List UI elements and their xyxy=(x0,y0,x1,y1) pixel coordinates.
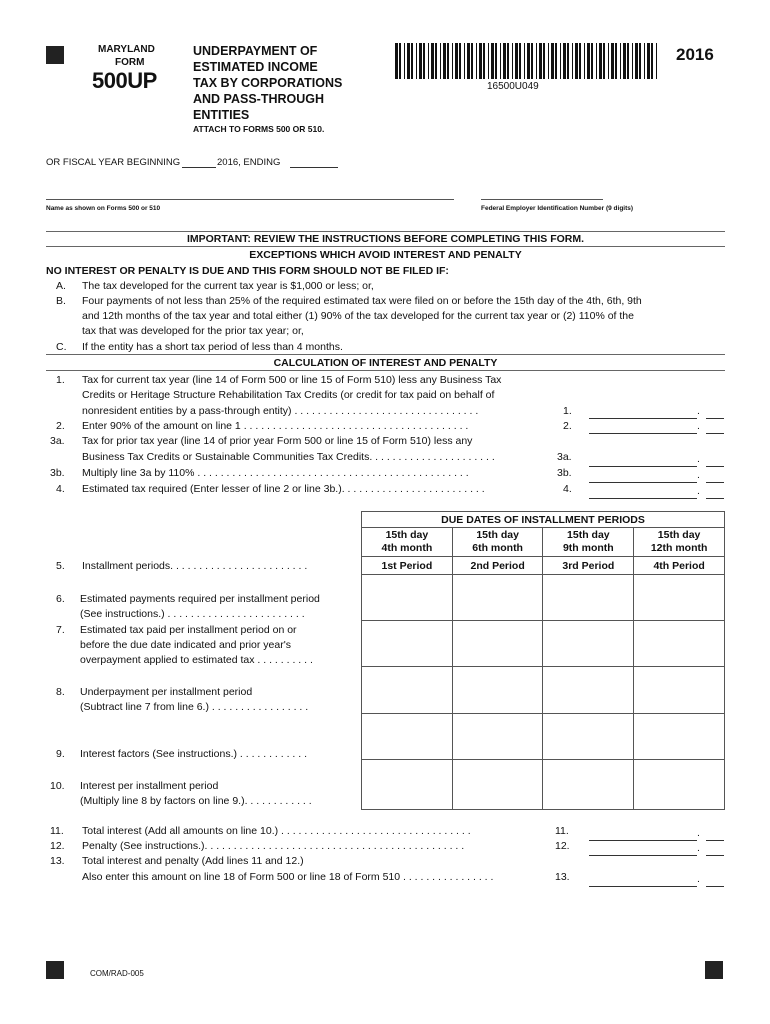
barcode-bar xyxy=(443,43,446,79)
line-9-number: 9. xyxy=(56,748,65,760)
due-dates-title: DUE DATES OF INSTALLMENT PERIODS xyxy=(362,512,725,528)
barcode-bar xyxy=(452,43,453,79)
line-9-period-4-cell[interactable] xyxy=(634,714,725,760)
line-3a-text-a: Tax for prior tax year (line 14 of prior year Form 500 or line 15 of Form 510) less any xyxy=(82,435,473,447)
barcode-image xyxy=(395,43,661,79)
line-2-number: 2. xyxy=(56,420,65,432)
barcode-bar xyxy=(455,43,458,79)
form-code: COM/RAD-005 xyxy=(90,969,144,978)
line-7-period-4-cell[interactable] xyxy=(634,621,725,667)
calc-title: CALCULATION OF INTEREST AND PENALTY xyxy=(273,357,498,369)
barcode-bar xyxy=(395,43,398,79)
period-label-1: 1st Period xyxy=(362,557,453,575)
due-month-1: 4th month xyxy=(381,542,433,554)
barcode-bar xyxy=(476,43,477,79)
barcode-bar xyxy=(608,43,609,79)
line-5-number: 5. xyxy=(56,560,65,572)
line-8-period-4-cell[interactable] xyxy=(634,667,725,714)
line-4-ref: 4. xyxy=(563,483,572,495)
barcode-bar xyxy=(591,43,593,79)
due-month-4: 12th month xyxy=(650,542,708,554)
line-10-period-3-cell[interactable] xyxy=(543,760,634,810)
barcode-bar xyxy=(524,43,525,79)
line-13-number: 13. xyxy=(50,855,65,867)
barcode-bar xyxy=(656,43,657,79)
barcode-bar xyxy=(500,43,501,79)
form-word: FORM xyxy=(115,57,145,68)
barcode-bar xyxy=(503,43,506,79)
line-12-amount-field[interactable]: . xyxy=(589,841,724,856)
line-12-text: Penalty (See instructions.). . . . . . . . . . . . . . . . . . . . . . . . . . . . . . . . . . . . . . . . . . . . . xyxy=(82,840,465,852)
barcode-bar xyxy=(647,43,650,79)
rule-calc-top xyxy=(46,354,725,355)
state-label: MARYLAND xyxy=(98,44,155,55)
line-11-ref: 11. xyxy=(555,825,569,837)
barcode-bar xyxy=(419,43,422,79)
fein-label: Federal Employer Identification Number (9 digits) xyxy=(481,205,634,212)
line-8-number: 8. xyxy=(56,686,65,698)
due-month-2: 6th month xyxy=(472,542,523,554)
line-1-amount-field[interactable]: . xyxy=(589,404,724,419)
barcode-bar xyxy=(536,43,537,79)
line-10-text-b: (Multiply line 8 by factors on line 9.). . . . . . . . . . . . xyxy=(80,795,312,807)
exception-c-text: If the entity has a short tax period of less than 4 months. xyxy=(82,341,343,353)
barcode-bar xyxy=(587,43,590,79)
line-13-text-a: Total interest and penalty (Add lines 11 and 12.) xyxy=(82,855,304,867)
barcode-bar xyxy=(563,43,566,79)
title-line-3: TAX BY CORPORATIONS xyxy=(193,76,343,90)
line-12-ref: 12. xyxy=(555,840,570,852)
exception-b-line-3: tax that was developed for the prior tax year; or, xyxy=(82,325,304,337)
barcode-bar xyxy=(512,43,513,79)
line-11-number: 11. xyxy=(50,825,64,837)
line-10-text-a: Interest per installment period xyxy=(80,780,219,792)
line-8-period-1-cell[interactable] xyxy=(362,667,453,714)
fiscal-end-field[interactable] xyxy=(290,167,338,168)
barcode-bar xyxy=(651,43,653,79)
line-6-period-2-cell[interactable] xyxy=(452,575,543,621)
line-6-text-b: (See instructions.) . . . . . . . . . . . . . . . . . . . . . . . . xyxy=(80,608,305,620)
line-6-period-4-cell[interactable] xyxy=(634,575,725,621)
barcode-bar xyxy=(611,43,614,79)
line-6-text-a: Estimated payments required per installment period xyxy=(80,593,320,605)
attach-note: ATTACH TO FORMS 500 OR 510. xyxy=(193,124,325,134)
barcode-bar xyxy=(407,43,410,79)
line-9-period-1-cell[interactable] xyxy=(362,714,453,760)
barcode-bar xyxy=(555,43,557,79)
line-3a-text-b: Business Tax Credits or Sustainable Communities Tax Credits. . . . . . . . . . . . . . . . . . . . . . xyxy=(82,451,495,463)
line-2-text: Enter 90% of the amount on line 1 . . . . . . . . . . . . . . . . . . . . . . . . . . . . . . . . . . . . . . . xyxy=(82,420,469,432)
line-9-period-2-cell[interactable] xyxy=(452,714,543,760)
line-7-text-a: Estimated tax paid per installment period on or xyxy=(80,624,297,636)
rule-important-bottom xyxy=(46,246,725,247)
fiscal-year-prefix: OR FISCAL YEAR BEGINNING xyxy=(46,157,181,168)
line-1-number: 1. xyxy=(56,374,65,386)
line-10-number: 10. xyxy=(50,780,65,792)
due-date-col-2 xyxy=(452,528,543,557)
barcode-bar xyxy=(435,43,437,79)
due-day-1: 15th day xyxy=(385,529,429,541)
barcode-bar xyxy=(428,43,429,79)
barcode-bar xyxy=(620,43,621,79)
barcode-bar xyxy=(515,43,518,79)
line-11-text: Total interest (Add all amounts on line 10.) . . . . . . . . . . . . . . . . . . . . . . . . . . . . . . . . . xyxy=(82,825,471,837)
line-8-text-b: (Subtract line 7 from line 6.) . . . . . . . . . . . . . . . . . xyxy=(80,701,309,713)
barcode-bar xyxy=(567,43,569,79)
barcode-bar xyxy=(560,43,561,79)
line-10-period-2-cell[interactable] xyxy=(452,760,543,810)
barcode-bar xyxy=(527,43,530,79)
rule-calc-bottom xyxy=(46,370,725,371)
barcode-bar xyxy=(551,43,554,79)
exception-letter-a: A. xyxy=(56,280,66,292)
title-line-2: ESTIMATED INCOME xyxy=(193,60,318,74)
line-2-ref: 2. xyxy=(563,420,572,432)
line-1-text-c: nonresident entities by a pass-through entity) . . . . . . . . . . . . . . . . . . . . . . . . . . . . . . . . xyxy=(82,405,479,417)
line-2-amount-field[interactable]: . xyxy=(589,419,724,434)
line-4-amount-field[interactable]: . xyxy=(589,484,724,499)
line-8-period-2-cell[interactable] xyxy=(452,667,543,714)
fiscal-begin-field[interactable] xyxy=(182,167,216,168)
important-notice: IMPORTANT: REVIEW THE INSTRUCTIONS BEFORE COMPLETING THIS FORM. xyxy=(186,233,585,245)
line-9-period-3-cell[interactable] xyxy=(543,714,634,760)
due-month-3: 9th month xyxy=(562,542,614,554)
barcode-bar xyxy=(447,43,449,79)
rule-important-top xyxy=(46,231,725,232)
line-9-text: Interest factors (See instructions.) . . . . . . . . . . . . xyxy=(80,748,307,760)
form-number: 500UP xyxy=(92,68,157,93)
barcode-text: 16500U049 xyxy=(487,81,539,92)
barcode-bar xyxy=(596,43,597,79)
barcode-bar xyxy=(644,43,645,79)
barcode-bar xyxy=(404,43,405,79)
period-label-3: 3rd Period xyxy=(543,557,634,575)
barcode-bar xyxy=(575,43,578,79)
name-label: Name as shown on Forms 500 or 510 xyxy=(46,205,161,212)
line-7-period-1-cell[interactable] xyxy=(362,621,453,667)
registration-mark-top-left xyxy=(46,46,64,64)
exception-letter-c: C. xyxy=(56,341,67,353)
line-8-text-a: Underpayment per installment period xyxy=(80,686,253,698)
title-line-4: AND PASS-THROUGH xyxy=(193,92,325,106)
due-date-col-3 xyxy=(543,528,634,557)
line-7-period-3-cell[interactable] xyxy=(543,621,634,667)
barcode-bar xyxy=(431,43,434,79)
due-date-col-1 xyxy=(362,528,453,557)
period-label-4: 4th Period xyxy=(634,557,725,575)
barcode-bar xyxy=(627,43,629,79)
barcode-bar xyxy=(584,43,585,79)
barcode-bar xyxy=(416,43,417,79)
period-label-2: 2nd Period xyxy=(452,557,543,575)
due-day-2: 15th day xyxy=(476,529,519,541)
line-7-text-c: overpayment applied to estimated tax . . . . . . . . . . xyxy=(80,654,313,666)
barcode-bar xyxy=(599,43,602,79)
barcode-bar xyxy=(399,43,401,79)
line-10-period-4-cell[interactable] xyxy=(634,760,725,810)
installment-grid xyxy=(361,511,725,810)
barcode-bar xyxy=(507,43,509,79)
barcode-bar xyxy=(491,43,494,79)
due-day-4: 15th day xyxy=(657,529,701,541)
line-1-text-b: Credits or Heritage Structure Rehabilitation Tax Credits (or credit for tax paid on behalf of xyxy=(82,389,495,401)
barcode-bar xyxy=(603,43,605,79)
barcode-bar xyxy=(483,43,485,79)
line-5-text: Installment periods. . . . . . . . . . . . . . . . . . . . . . . . xyxy=(82,560,308,572)
barcode-bar xyxy=(519,43,521,79)
barcode-bar xyxy=(639,43,641,79)
line-6-period-1-cell[interactable] xyxy=(362,575,453,621)
line-1-ref: 1. xyxy=(563,405,572,417)
line-8-period-3-cell[interactable] xyxy=(543,667,634,714)
due-day-3: 15th day xyxy=(567,529,610,541)
no-interest-heading: NO INTEREST OR PENALTY IS DUE AND THIS FORM SHOULD NOT BE FILED IF: xyxy=(46,265,449,277)
barcode-bar xyxy=(531,43,533,79)
barcode-bar xyxy=(635,43,638,79)
due-date-col-4 xyxy=(634,528,725,557)
barcode-bar xyxy=(440,43,441,79)
line-11-amount-field[interactable]: . xyxy=(589,826,724,841)
barcode-bar xyxy=(548,43,549,79)
line-7-text-b: before the due date indicated and prior year's xyxy=(80,639,291,651)
exception-letter-b: B. xyxy=(56,295,66,307)
barcode-bar xyxy=(572,43,573,79)
line-3b-number: 3b. xyxy=(50,467,65,479)
barcode-bar xyxy=(423,43,425,79)
barcode-bar xyxy=(488,43,489,79)
barcode-bar xyxy=(632,43,633,79)
line-13-amount-field[interactable]: . xyxy=(589,872,724,887)
barcode-bar xyxy=(579,43,581,79)
line-3b-ref: 3b. xyxy=(557,467,572,479)
barcode-bar xyxy=(495,43,497,79)
line-7-period-2-cell[interactable] xyxy=(452,621,543,667)
title-line-1: UNDERPAYMENT OF xyxy=(193,44,318,58)
name-field[interactable] xyxy=(46,199,454,200)
line-3a-amount-field[interactable]: . xyxy=(589,452,724,467)
form-title xyxy=(193,43,342,123)
registration-mark-bottom-left xyxy=(46,961,64,979)
barcode-bar xyxy=(543,43,545,79)
line-6-number: 6. xyxy=(56,593,65,605)
barcode-bar xyxy=(479,43,482,79)
exception-a-text: The tax developed for the current tax year is $1,000 or less; or, xyxy=(82,280,374,292)
barcode-bar xyxy=(539,43,542,79)
line-6-period-3-cell[interactable] xyxy=(543,575,634,621)
barcode-bar xyxy=(467,43,470,79)
title-line-5: ENTITIES xyxy=(193,108,250,122)
line-3b-text: Multiply line 3a by 110% . . . . . . . . . . . . . . . . . . . . . . . . . . . . . . . . . . . . . . . . . . . . . . . xyxy=(82,467,469,479)
exception-b-line-2: and 12th months of the tax year and total either (1) 90% of the tax developed for the current tax year or (2) 110% of the xyxy=(82,310,634,322)
line-13-ref: 13. xyxy=(555,871,570,883)
line-4-text: Estimated tax required (Enter lesser of line 2 or line 3b.). . . . . . . . . . . . . . . . . . . . . . . . . xyxy=(82,483,485,495)
line-4-number: 4. xyxy=(56,483,65,495)
line-3a-ref: 3a. xyxy=(557,451,572,463)
tax-year: 2016 xyxy=(676,45,714,64)
line-13-text-b: Also enter this amount on line 18 of Form 500 or line 18 of Form 510 . . . . . . . . . . . . . . . . xyxy=(82,871,494,883)
registration-mark-bottom-right xyxy=(705,961,723,979)
line-12-number: 12. xyxy=(50,840,65,852)
barcode-bar xyxy=(623,43,626,79)
fein-field[interactable] xyxy=(481,199,603,200)
barcode-bar xyxy=(471,43,473,79)
line-3b-amount-field[interactable]: . xyxy=(589,468,724,483)
line-7-number: 7. xyxy=(56,624,65,636)
line-1-text-a: Tax for current tax year (line 14 of Form 500 or line 15 of Form 510) less any Business Tax xyxy=(82,374,502,386)
line-10-period-1-cell[interactable] xyxy=(362,760,453,810)
exceptions-title: EXCEPTIONS WHICH AVOID INTEREST AND PENALTY xyxy=(249,249,522,261)
exception-b-line-1: Four payments of not less than 25% of the required estimated tax were filed on or before the 15th day of the 4th, 6th, 9th xyxy=(82,295,642,307)
barcode-bar xyxy=(464,43,465,79)
barcode-bar xyxy=(459,43,461,79)
barcode-bar xyxy=(615,43,617,79)
barcode-bar xyxy=(411,43,413,79)
fiscal-year-middle: 2016, ENDING xyxy=(217,157,281,168)
line-3a-number: 3a. xyxy=(50,435,65,447)
